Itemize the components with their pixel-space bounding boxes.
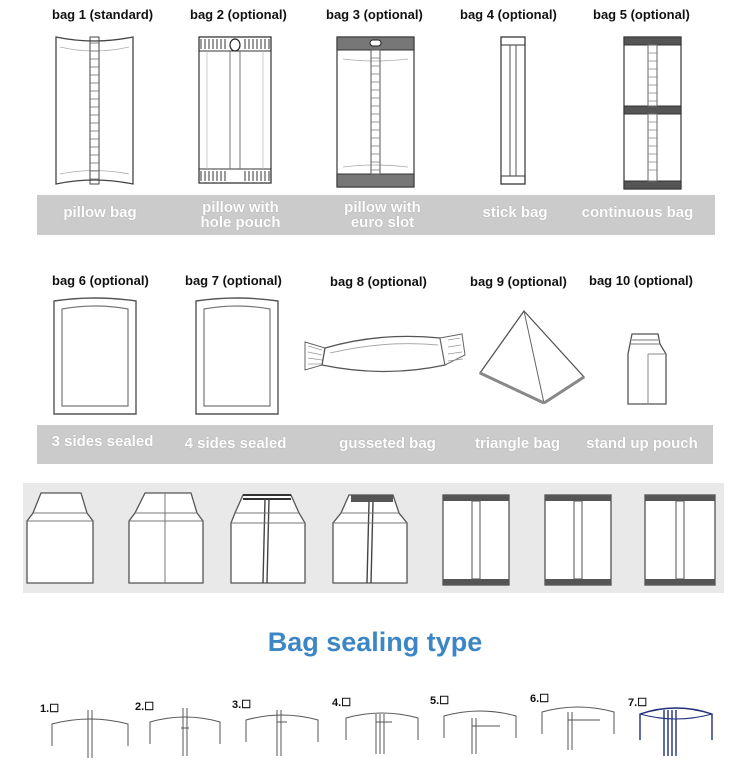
- sealing-diagram-3: [246, 710, 318, 756]
- label-3-sides-sealed: 3 sides sealed: [51, 433, 154, 450]
- bag-6-title: bag 6 (optional): [52, 273, 149, 288]
- pillow-bag-illustration: [52, 33, 137, 188]
- label-line: euro slot: [350, 214, 415, 231]
- bag-9-title: bag 9 (optional): [470, 274, 567, 289]
- sealing-diagram-1: [52, 710, 128, 758]
- stick-bag-illustration: [497, 33, 529, 188]
- label-gusseted-bag: gusseted bag: [339, 435, 436, 452]
- label-stand-up-pouch: stand up pouch: [586, 435, 698, 452]
- sealing-diagram-6: [542, 707, 614, 750]
- label-4-sides-sealed: 4 sides sealed: [184, 435, 287, 452]
- checkbox-glyph: ☐: [241, 699, 252, 711]
- triangle-bag-illustration: [474, 305, 589, 410]
- bag-5-title: bag 5 (optional): [593, 7, 690, 22]
- label-triangle-bag: triangle bag: [474, 435, 560, 452]
- block-bottom-bag-3: [231, 495, 305, 583]
- block-bottom-bag-4: [333, 495, 407, 583]
- sealing-type-number: 5.: [430, 695, 440, 707]
- bag-8-title: bag 8 (optional): [330, 274, 427, 289]
- checkbox-glyph: ☐: [49, 703, 60, 715]
- bag-7-title: bag 7 (optional): [185, 273, 282, 288]
- checkbox-glyph: ☐: [637, 697, 648, 709]
- four-side-sealed-illustration: [192, 295, 282, 420]
- section-title: Bag sealing type: [267, 627, 483, 657]
- checkbox-glyph: ☐: [439, 695, 450, 707]
- gusseted-bag-illustration: [300, 320, 470, 390]
- flat-bag-3: [645, 495, 715, 585]
- sealing-diagram-2: [150, 708, 220, 756]
- label-line: hole pouch: [200, 214, 281, 231]
- continuous-bag-illustration: [620, 33, 685, 193]
- flat-bag-1: [443, 495, 509, 585]
- sealing-type-number: 7.: [628, 697, 638, 709]
- bag-1-title: bag 1 (standard): [52, 7, 154, 22]
- stand-up-pouch-illustration: [618, 330, 673, 410]
- bag-4-title: bag 4 (optional): [460, 7, 557, 22]
- block-bottom-bag-2: [129, 493, 203, 583]
- sealing-diagram-7: [640, 708, 712, 756]
- checkbox-glyph: ☐: [539, 693, 550, 705]
- euro-slot-illustration: [333, 33, 418, 191]
- label-pillow-bag: [50, 205, 150, 220]
- label-line: stick bag: [482, 204, 548, 221]
- flat-bag-2: [545, 495, 611, 585]
- label-hole-pouch: [183, 200, 298, 230]
- label-continuous-bag: [575, 205, 700, 220]
- block-bottom-bag-1: [27, 493, 93, 583]
- sealing-type-number: 3.: [232, 699, 242, 711]
- sealing-type-number: 1.: [40, 703, 50, 715]
- sealing-type-number: 4.: [332, 697, 342, 709]
- bag-3-title: bag 3 (optional): [326, 7, 423, 22]
- sealing-diagram-5: [444, 711, 516, 754]
- sealing-type-diagrams: [0, 700, 750, 764]
- checkbox-glyph: ☐: [341, 697, 352, 709]
- three-side-sealed-illustration: [50, 295, 140, 420]
- hole-pouch-illustration: [195, 33, 275, 188]
- bag-styles-illustrations: [23, 483, 724, 593]
- label-line: pillow with: [344, 199, 421, 216]
- bag-2-title: bag 2 (optional): [190, 7, 287, 22]
- label-line: continuous bag: [581, 204, 694, 221]
- sealing-diagram-4: [346, 713, 418, 754]
- label-stick-bag: [465, 205, 565, 220]
- bag-10-title: bag 10 (optional): [589, 273, 693, 288]
- label-line: pillow with: [202, 199, 279, 216]
- sealing-type-number: 6.: [530, 693, 540, 705]
- label-euro-slot: [325, 200, 440, 230]
- sealing-type-number: 2.: [135, 701, 145, 713]
- checkbox-glyph: ☐: [144, 701, 155, 713]
- label-line: pillow bag: [63, 204, 137, 221]
